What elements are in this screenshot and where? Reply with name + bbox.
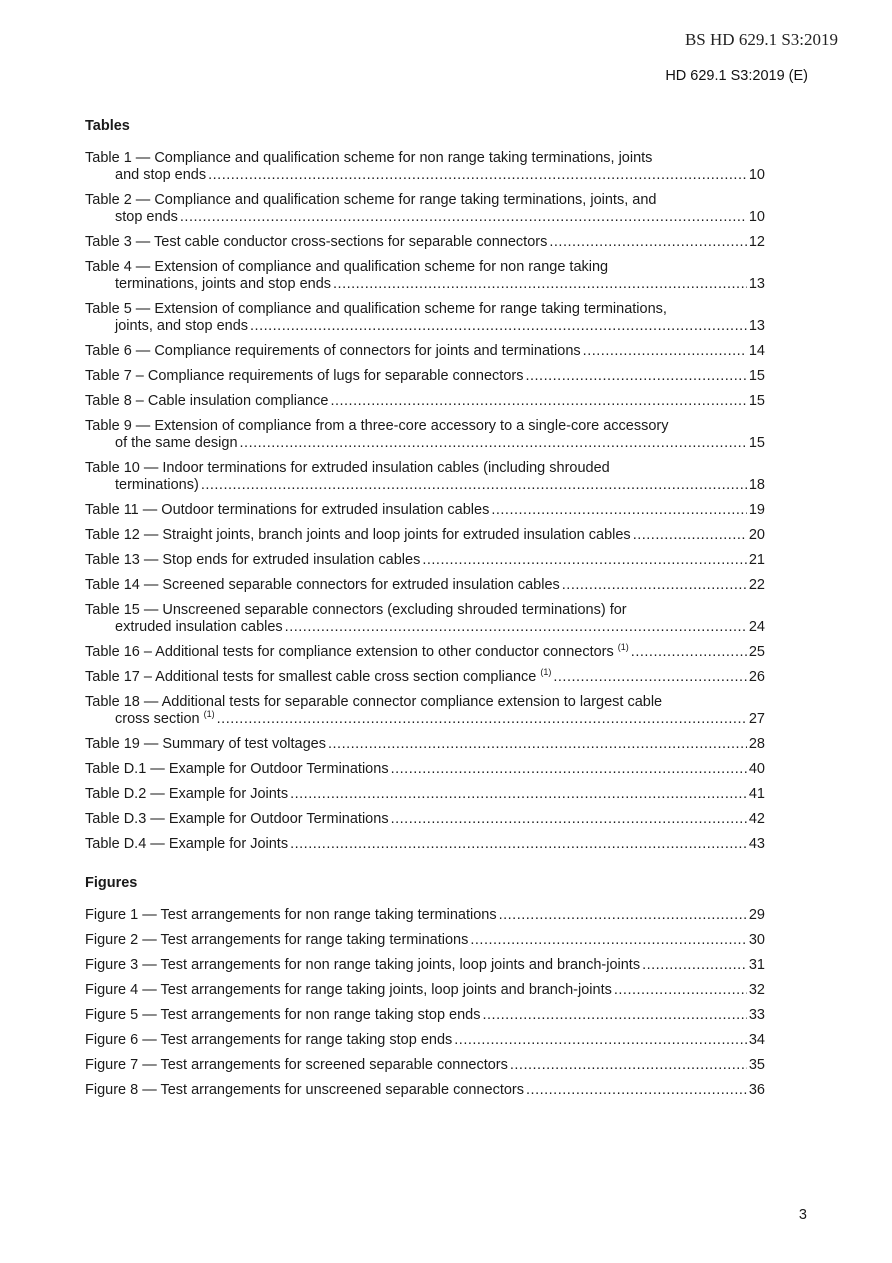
table-entry-line	[85, 318, 765, 335]
table-entry-line	[85, 393, 765, 410]
table-entry-page: 15	[748, 393, 765, 409]
table-entry[interactable]	[85, 259, 765, 293]
table-entry-title: Table 4 — Extension of compliance and qualification scheme for non range taking	[85, 259, 609, 275]
figure-entry-text: Figure 1 — Test arrangements for non range taking terminations	[85, 907, 497, 923]
figure-entry[interactable]	[85, 1057, 765, 1074]
table-entry-line	[85, 669, 765, 686]
table-entry-page: 13	[748, 276, 765, 292]
table-entry-page: 15	[748, 435, 765, 451]
table-entry-text: Table 3 — Test cable conductor cross-sections for separable connectors	[85, 234, 548, 250]
table-entry-text: Table D.3 — Example for Outdoor Terminations	[85, 811, 389, 827]
table-entry-title: Table 9 — Extension of compliance from a three-core accessory to a single-core accessory	[85, 418, 669, 434]
table-entry-title: Table 15 — Unscreened separable connectors (excluding shrouded terminations) for	[85, 602, 627, 618]
table-entry[interactable]	[85, 418, 765, 452]
table-entry-text: Table 6 — Compliance requirements of connectors for joints and terminations	[85, 343, 581, 359]
dot-leader	[290, 836, 747, 853]
figure-entry-text: Figure 8 — Test arrangements for unscreened separable connectors	[85, 1082, 525, 1098]
figure-entry-line	[85, 957, 765, 974]
table-entry-page: 12	[748, 234, 765, 250]
figure-entry-text: Figure 6 — Test arrangements for range taking stop ends	[85, 1032, 453, 1048]
figures-heading: Figures	[85, 875, 138, 891]
table-of-contents	[85, 118, 765, 1107]
figure-entry-text: Figure 5 — Test arrangements for non range taking stop ends	[85, 1007, 481, 1023]
table-entry-page: 41	[748, 786, 765, 802]
table-entry-page: 40	[748, 761, 765, 777]
table-entry-line	[85, 502, 765, 519]
table-entry[interactable]	[85, 602, 765, 636]
table-entry[interactable]	[85, 460, 765, 494]
table-entry[interactable]	[85, 150, 765, 184]
dot-leader	[454, 1032, 747, 1049]
table-entry-page: 22	[748, 577, 765, 593]
table-entry[interactable]	[85, 393, 765, 410]
table-entry[interactable]	[85, 502, 765, 519]
table-entry-line	[85, 477, 765, 494]
dot-leader	[553, 669, 746, 686]
table-entry[interactable]	[85, 836, 765, 853]
table-entry-title: Table 5 — Extension of compliance and qualification scheme for range taking terminations,	[85, 301, 667, 317]
footnote-marker: (1)	[617, 642, 629, 652]
figure-entry-line	[85, 982, 765, 999]
table-entry[interactable]	[85, 368, 765, 385]
dot-leader	[391, 811, 747, 828]
tables-heading: Tables	[85, 118, 130, 134]
figure-entry[interactable]	[85, 957, 765, 974]
figure-entry-page: 31	[748, 957, 765, 973]
table-entry-page: 24	[748, 619, 765, 635]
table-entry-title: Table 10 — Indoor terminations for extruded insulation cables (including shrouded	[85, 460, 610, 476]
table-entry-text: extruded insulation cables	[115, 619, 283, 635]
table-entry-text: Table 12 — Straight joints, branch joints and loop joints for extruded insulation cables	[85, 527, 631, 543]
table-entry[interactable]	[85, 786, 765, 803]
dot-leader	[631, 644, 747, 661]
dot-leader	[633, 527, 747, 544]
table-entry[interactable]	[85, 234, 765, 251]
figure-entry[interactable]	[85, 932, 765, 949]
figure-entry[interactable]	[85, 982, 765, 999]
table-entry[interactable]	[85, 552, 765, 569]
dot-leader	[217, 711, 747, 728]
table-entry-text: Table 11 — Outdoor terminations for extruded insulation cables	[85, 502, 490, 518]
dot-leader	[328, 736, 747, 753]
table-entry-text: Table 14 — Screened separable connectors for extruded insulation cables	[85, 577, 560, 593]
table-entry[interactable]	[85, 811, 765, 828]
dot-leader	[180, 209, 747, 226]
figures-list	[85, 907, 765, 1099]
table-entry-page: 25	[748, 644, 765, 660]
figure-entry-page: 32	[748, 982, 765, 998]
table-entry-line	[85, 619, 765, 636]
table-entry-line	[85, 167, 765, 184]
table-entry-line	[85, 343, 765, 360]
table-entry-page: 10	[748, 209, 765, 225]
footnote-marker: (1)	[203, 709, 215, 719]
table-entry-text: Table 19 — Summary of test voltages	[85, 736, 326, 752]
figure-entry-page: 33	[748, 1007, 765, 1023]
table-entry-line	[85, 644, 765, 661]
table-entry-line	[85, 435, 765, 452]
table-entry-page: 14	[748, 343, 765, 359]
table-entry[interactable]	[85, 301, 765, 335]
figure-entry-line	[85, 1007, 765, 1024]
dot-leader	[562, 577, 747, 594]
dot-leader	[499, 907, 747, 924]
table-entry-page: 43	[748, 836, 765, 852]
table-entry-text: terminations, joints and stop ends	[115, 276, 332, 292]
dot-leader	[526, 1082, 747, 1099]
table-entry-text: Table 16 – Additional tests for compliance extension to other conductor connectors	[85, 644, 614, 660]
table-entry[interactable]	[85, 192, 765, 226]
dot-leader	[330, 393, 746, 410]
dot-leader	[583, 343, 747, 360]
figure-entry-page: 29	[748, 907, 765, 923]
dot-leader	[422, 552, 747, 569]
table-entry[interactable]	[85, 669, 765, 686]
dot-leader	[285, 619, 747, 636]
table-entry-page: 18	[748, 477, 765, 493]
table-entry-text: joints, and stop ends	[115, 318, 249, 334]
figure-entry-line	[85, 1057, 765, 1074]
dot-leader	[549, 234, 747, 251]
figure-entry-text: Figure 3 — Test arrangements for non range taking joints, loop joints and branch-joints	[85, 957, 641, 973]
table-entry-page: 10	[748, 167, 765, 183]
table-entry-text: of the same design	[115, 435, 238, 451]
document-reference: HD 629.1 S3:2019 (E)	[665, 68, 808, 84]
figure-entry-text: Figure 4 — Test arrangements for range taking joints, loop joints and branch-joints	[85, 982, 612, 998]
figure-entry-page: 35	[748, 1057, 765, 1073]
table-entry-line	[85, 577, 765, 594]
table-entry-text: Table 13 — Stop ends for extruded insulation cables	[85, 552, 421, 568]
page-number: 3	[798, 1207, 807, 1223]
figure-entry-line	[85, 1082, 765, 1099]
table-entry-page: 15	[748, 368, 765, 384]
figure-entry-line	[85, 907, 765, 924]
table-entry-line	[85, 209, 765, 226]
table-entry-page: 19	[748, 502, 765, 518]
table-entry-text: Table 17 – Additional tests for smallest cable cross section compliance	[85, 669, 537, 685]
table-entry-line	[85, 276, 765, 293]
table-entry-text: Table D.4 — Example for Joints	[85, 836, 289, 852]
dot-leader	[290, 786, 747, 803]
figure-entry[interactable]	[85, 1082, 765, 1099]
figure-entry-page: 36	[748, 1082, 765, 1098]
table-entry-text: Table D.2 — Example for Joints	[85, 786, 289, 802]
table-entry[interactable]	[85, 577, 765, 594]
table-entry[interactable]	[85, 343, 765, 360]
table-entry-text: and stop ends	[115, 167, 207, 183]
table-entry-line	[85, 711, 765, 728]
dot-leader	[510, 1057, 747, 1074]
dot-leader	[614, 982, 747, 999]
figure-entry-line	[85, 1032, 765, 1049]
table-entry-title: Table 2 — Compliance and qualification scheme for range taking terminations, joints, and	[85, 192, 657, 208]
table-entry-page: 42	[748, 811, 765, 827]
table-entry-text: Table 7 – Compliance requirements of lugs for separable connectors	[85, 368, 524, 384]
figure-entry-page: 34	[748, 1032, 765, 1048]
figure-entry-text: Figure 7 — Test arrangements for screened separable connectors	[85, 1057, 508, 1073]
table-entry-page: 27	[748, 711, 765, 727]
figure-entry-text: Figure 2 — Test arrangements for range taking terminations	[85, 932, 469, 948]
table-entry-page: 26	[748, 669, 765, 685]
tables-list	[85, 150, 765, 853]
figure-entry[interactable]	[85, 1032, 765, 1049]
table-entry-page: 28	[748, 736, 765, 752]
dot-leader	[642, 957, 747, 974]
figure-entry-line	[85, 932, 765, 949]
dot-leader	[201, 477, 747, 494]
standard-reference: BS HD 629.1 S3:2019	[684, 30, 838, 49]
dot-leader	[250, 318, 747, 335]
table-entry-line	[85, 736, 765, 753]
table-entry-line	[85, 527, 765, 544]
table-entry-title: Table 1 — Compliance and qualification scheme for non range taking terminations, joints	[85, 150, 653, 166]
dot-leader	[483, 1007, 747, 1024]
table-entry-line	[85, 811, 765, 828]
table-entry[interactable]	[85, 644, 765, 661]
footnote-marker: (1)	[540, 667, 552, 677]
figure-entry[interactable]	[85, 1007, 765, 1024]
dot-leader	[470, 932, 746, 949]
table-entry[interactable]	[85, 694, 765, 728]
figure-entry[interactable]	[85, 907, 765, 924]
table-entry-text: Table 8 – Cable insulation compliance	[85, 393, 329, 409]
table-entry-text: terminations)	[115, 477, 199, 493]
dot-leader	[525, 368, 746, 385]
table-entry-title: Table 18 — Additional tests for separable connector compliance extension to largest cable	[85, 694, 663, 710]
table-entry-page: 21	[748, 552, 765, 568]
table-entry-line	[85, 234, 765, 251]
table-entry-text: stop ends	[115, 209, 178, 225]
dot-leader	[208, 167, 747, 184]
table-entry-line	[85, 761, 765, 778]
figure-entry-page: 30	[748, 932, 765, 948]
dot-leader	[391, 761, 747, 778]
table-entry[interactable]	[85, 736, 765, 753]
table-entry-line	[85, 836, 765, 853]
table-entry-page: 20	[748, 527, 765, 543]
table-entry[interactable]	[85, 761, 765, 778]
table-entry-line	[85, 786, 765, 803]
table-entry[interactable]	[85, 527, 765, 544]
table-entry-line	[85, 368, 765, 385]
table-entry-page: 13	[748, 318, 765, 334]
table-entry-text: Table D.1 — Example for Outdoor Terminations	[85, 761, 389, 777]
dot-leader	[240, 435, 747, 452]
table-entry-text: cross section	[115, 711, 200, 727]
table-entry-line	[85, 552, 765, 569]
dot-leader	[491, 502, 747, 519]
dot-leader	[333, 276, 747, 293]
